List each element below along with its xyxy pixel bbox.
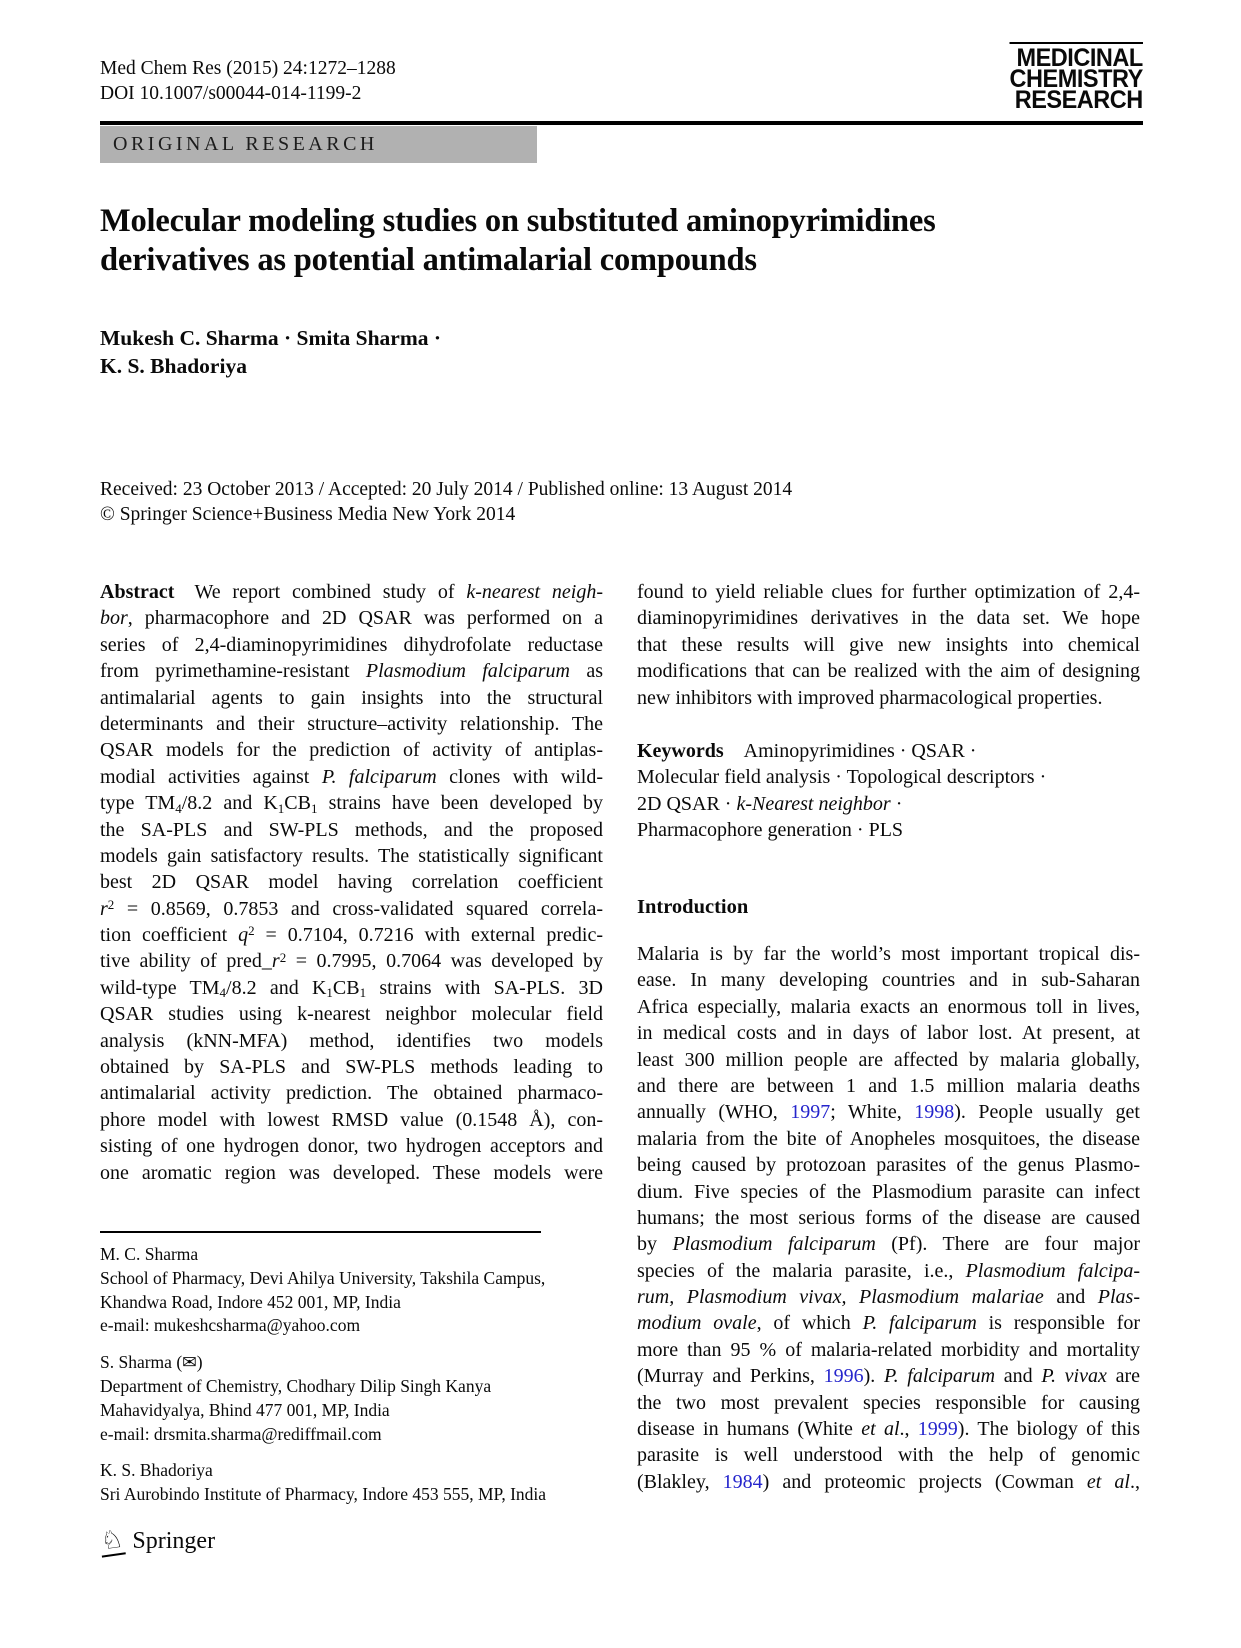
text-segment: phore model with lowest RMSD value (0.1548 Å), con-	[100, 1108, 603, 1131]
text-segment: type TM	[100, 792, 176, 815]
section-heading-introduction: Introduction	[637, 896, 749, 918]
text-segment: diaminopyrimidines derivatives in the data set. We hope	[637, 607, 1140, 630]
text-segment: = 0.8569, 0.7853 and cross-validated squared correla-	[114, 897, 603, 920]
affiliation-line: M. C. Sharma	[100, 1244, 199, 1264]
text-line	[100, 607, 603, 633]
text-segment: malaria from the bite of Anopheles mosquitoes, the disease	[637, 1127, 1140, 1150]
text-segment: that these results will give new insights into chemical	[637, 633, 1140, 656]
author-list	[100, 324, 441, 380]
text-segment: Keywords	[637, 740, 724, 762]
text-segment: ). The biology of this	[957, 1418, 1140, 1441]
text-line	[100, 1056, 603, 1082]
affiliation-block	[100, 1351, 612, 1446]
logo-line-3: RESEARCH	[1014, 86, 1143, 114]
abstract-paragraph	[100, 581, 603, 1188]
text-line	[637, 1392, 1140, 1418]
text-segment: Plasmodium falciparum	[365, 660, 570, 683]
text-segment: r	[100, 897, 108, 920]
text-segment: humans; the most serious forms of the disease are caused	[637, 1206, 1140, 1229]
text-line	[100, 1135, 603, 1161]
text-segment: analysis (kNN-MFA) method, identifies two models	[100, 1029, 603, 1052]
citation-link[interactable]: 1996	[823, 1365, 864, 1388]
article-history	[100, 478, 792, 527]
text-line	[637, 1444, 1140, 1470]
text-segment: sisting of one hydrogen donor, two hydrogen acceptors and	[100, 1135, 603, 1158]
text-line	[637, 1260, 1140, 1286]
text-line	[100, 977, 603, 1003]
text-segment: strains have been developed by	[317, 792, 603, 815]
text-segment: .,	[899, 1418, 918, 1441]
citation-link[interactable]: 1984	[722, 1470, 763, 1493]
text-segment: 4	[219, 985, 227, 1001]
text-segment: ).	[863, 1365, 884, 1388]
text-segment: k-nearest neigh-	[466, 581, 603, 603]
text-segment: ) and proteomic projects (Cowman	[762, 1470, 1087, 1493]
text-segment: bor	[100, 607, 128, 630]
text-segment: 1	[277, 800, 285, 816]
text-line	[637, 1154, 1140, 1180]
text-segment: and	[1043, 1286, 1098, 1309]
text-line	[637, 1365, 1140, 1391]
text-segment: q	[238, 924, 249, 947]
text-segment: Plas-	[1097, 1286, 1140, 1309]
text-line	[637, 1471, 1140, 1497]
text-segment: determinants and their structure–activity relationship. The	[100, 712, 603, 735]
text-segment: Abstract	[100, 581, 175, 603]
text-segment: obtained by SA-PLS and SW-PLS methods leading to	[100, 1056, 603, 1079]
text-line	[637, 634, 1140, 660]
logo-line-1: MEDICINAL	[1016, 44, 1143, 72]
text-segment: 1	[359, 985, 367, 1001]
text-line	[637, 1207, 1140, 1233]
text-line	[100, 871, 603, 897]
text-segment: 2	[279, 950, 287, 965]
journal-logo	[1001, 42, 1143, 113]
text-line	[100, 739, 603, 765]
text-line	[637, 1022, 1140, 1048]
text-segment: r	[271, 950, 280, 973]
text-line	[100, 792, 603, 818]
text-segment: 2D QSAR ·	[637, 792, 737, 815]
affiliation-line: e-mail: drsmita.sharma@rediffmail.com	[100, 1423, 382, 1444]
keywords-block	[637, 740, 1140, 846]
text-line	[637, 1286, 1140, 1312]
text-line	[100, 950, 603, 976]
text-line	[637, 1128, 1140, 1154]
text-segment: in medical costs and in days of labor lost. At present, at	[637, 1022, 1140, 1045]
text-segment: from pyrimethamine-resistant	[100, 660, 366, 683]
logo-line-2: CHEMISTRY	[1009, 65, 1143, 93]
publisher-footer	[99, 1525, 216, 1556]
text-segment: ). People usually get	[954, 1101, 1140, 1124]
text-segment: = 0.7104, 0.7216 with external predic-	[254, 924, 603, 947]
text-line	[637, 1339, 1140, 1365]
affiliation-line: S. Sharma (✉)	[100, 1352, 203, 1373]
text-segment: QSAR models for the prediction of activity of antiplas-	[100, 739, 603, 762]
text-segment: 4	[175, 800, 182, 816]
text-segment: best 2D QSAR model having correlation coefficient	[100, 871, 603, 894]
affiliation-line: School of Pharmacy, Devi Ahilya University, Takshila Campus,	[100, 1267, 546, 1288]
text-segment: the two most prevalent species responsible for causing	[637, 1391, 1140, 1414]
text-segment: (Murray and Perkins,	[637, 1365, 824, 1388]
text-segment: by	[637, 1233, 673, 1256]
text-segment: parasite is well understood with the help of genomic	[637, 1444, 1140, 1467]
text-segment: ease. In many developing countries and in sub-Saharan	[637, 969, 1140, 992]
text-line	[637, 740, 1140, 766]
text-segment: .,	[1129, 1470, 1140, 1493]
text-segment: Malaria is by far the world’s most important tropical dis-	[637, 943, 1140, 965]
affiliation-line: K. S. Bhadoriya	[100, 1460, 213, 1481]
text-segment: is responsible for	[976, 1312, 1140, 1335]
text-line	[637, 687, 1140, 713]
text-segment: , of which	[756, 1312, 863, 1335]
text-line	[637, 1075, 1140, 1101]
text-line	[637, 766, 1140, 792]
text-segment: disease in humans (White	[637, 1418, 862, 1441]
text-line	[637, 996, 1140, 1022]
text-segment: one aromatic region was developed. These models were	[100, 1161, 603, 1184]
text-segment: wild-type TM	[100, 976, 220, 999]
text-segment: Plasmodium falcipa-	[965, 1259, 1140, 1282]
text-segment: , pharmacophore and 2D QSAR was performed on a	[127, 607, 603, 630]
text-segment: /8.2 and K	[226, 976, 327, 999]
authors-line-2: K. S. Bhadoriya	[100, 354, 247, 378]
text-segment: P. vivax	[1041, 1365, 1107, 1388]
text-line	[100, 898, 603, 924]
text-segment: modifications that can be realized with the aim of designing	[637, 660, 1140, 683]
affiliation-line: Department of Chemistry, Chodhary Dilip Singh Kanya	[100, 1375, 492, 1396]
affiliation-line: Khandwa Road, Indore 452 001, MP, India	[100, 1291, 401, 1312]
journal-logo-text	[1009, 42, 1143, 114]
text-line	[637, 607, 1140, 633]
text-line	[100, 581, 603, 607]
text-segment: (Blakley,	[637, 1470, 723, 1493]
text-line	[100, 1109, 603, 1135]
text-segment: QSAR studies using k-nearest neighbor molecular field	[100, 1003, 603, 1026]
text-line	[637, 1181, 1140, 1207]
text-segment: 2	[248, 924, 255, 939]
text-segment: Plasmodium falciparum	[672, 1233, 876, 1256]
text-segment: models gain satisfactory results. The statistically significant	[100, 844, 603, 867]
citation-link[interactable]: 1999	[917, 1418, 958, 1441]
affiliation-line: Sri Aurobindo Institute of Pharmacy, Indore 453 555, MP, India	[100, 1484, 547, 1505]
text-segment: /8.2 and K	[181, 792, 278, 815]
text-line	[100, 819, 603, 845]
text-line	[100, 1003, 603, 1029]
text-segment: = 0.7995, 0.7064 was developed by	[286, 950, 603, 973]
affiliation-line: e-mail: mukeshcsharma@yahoo.com	[100, 1315, 361, 1336]
springer-knight-icon: ♘	[98, 1526, 126, 1557]
text-segment: dium. Five species of the Plasmodium parasite can infect	[637, 1180, 1140, 1203]
text-segment: tive ability of pred_	[100, 950, 272, 973]
text-segment: Aminopyrimidines · QSAR ·	[723, 740, 977, 762]
affiliation-block	[100, 1459, 612, 1507]
text-segment: 1	[310, 800, 318, 816]
text-segment: P. falciparum	[862, 1312, 977, 1335]
introduction-paragraph	[637, 943, 1140, 1497]
article-type-banner: ORIGINAL RESEARCH	[100, 126, 537, 163]
text-segment: modial activities against	[100, 765, 322, 788]
text-segment: We report combined study of	[174, 581, 467, 603]
text-segment: tion coefficient	[100, 924, 239, 947]
text-segment: ·	[890, 792, 903, 815]
text-segment: Pharmacophore generation · PLS	[637, 819, 904, 842]
text-line	[100, 1162, 603, 1188]
text-line	[100, 924, 603, 950]
text-segment: are	[1106, 1365, 1140, 1388]
footnote-rule	[100, 1231, 541, 1233]
received-accepted-line: Received: 23 October 2013 / Accepted: 20 July 2014 / Published online: 13 August 2014	[100, 479, 793, 500]
journal-citation: Med Chem Res (2015) 24:1272–1288	[100, 58, 396, 79]
text-line	[100, 1082, 603, 1108]
text-segment: k-Nearest neighbor	[736, 792, 891, 815]
affiliation-line: Mahavidyalya, Bhind 477 001, MP, India	[100, 1399, 390, 1420]
text-segment: new inhibitors with improved pharmacological properties.	[637, 686, 1103, 709]
text-segment: CB	[332, 976, 360, 999]
title-line-2: derivatives as potential antimalarial compounds	[100, 242, 757, 278]
text-segment: species of the malaria parasite, i.e.,	[637, 1259, 966, 1282]
citation-link[interactable]: 1997	[790, 1101, 831, 1124]
publisher-name: Springer	[132, 1528, 216, 1554]
text-segment: antimalarial activity prediction. The obtained pharmaco-	[100, 1082, 603, 1105]
text-segment: series of 2,4-diaminopyrimidines dihydrofolate reductase	[100, 633, 603, 656]
text-segment: CB	[284, 792, 311, 815]
text-line	[637, 1418, 1140, 1444]
text-line	[637, 819, 1140, 845]
text-segment: et al	[1086, 1470, 1130, 1493]
text-segment: 2	[107, 897, 115, 912]
text-segment: least 300 million people are affected by malaria globally,	[637, 1048, 1140, 1071]
text-segment: (Pf). There are four major	[875, 1233, 1140, 1256]
author-affiliations	[100, 1243, 612, 1520]
text-line	[100, 1030, 603, 1056]
text-line	[100, 660, 603, 686]
text-segment: ; White,	[830, 1101, 915, 1124]
affiliation-block	[100, 1243, 612, 1338]
text-line	[637, 1312, 1140, 1338]
text-segment: clones with wild-	[436, 765, 603, 788]
text-segment: and	[995, 1365, 1042, 1388]
text-line	[637, 1049, 1140, 1075]
journal-reference	[100, 56, 396, 106]
doi-text: DOI 10.1007/s00044-014-1199-2	[100, 83, 362, 104]
text-segment: 1	[326, 985, 333, 1001]
text-line	[637, 1101, 1140, 1127]
citation-link[interactable]: 1998	[914, 1101, 955, 1124]
text-segment: annually (WHO,	[637, 1101, 791, 1124]
text-segment: and there are between 1 and 1.5 million malaria deaths	[637, 1074, 1140, 1097]
text-segment: P. falciparum	[883, 1365, 996, 1388]
text-line	[100, 766, 603, 792]
text-line	[637, 660, 1140, 686]
copyright-line: © Springer Science+Business Media New York 2014	[100, 503, 516, 525]
text-segment: Molecular field analysis · Topological descriptors ·	[637, 766, 1047, 789]
text-segment: et al	[861, 1418, 900, 1441]
text-line	[637, 793, 1140, 819]
text-segment: P. falciparum	[321, 765, 437, 788]
text-line	[100, 634, 603, 660]
text-segment: more than 95 % of malaria-related morbidity and mortality	[637, 1338, 1140, 1361]
text-line	[637, 969, 1140, 995]
text-line	[637, 943, 1140, 969]
text-segment: found to yield reliable clues for further optimization of 2,4-	[637, 581, 1140, 603]
text-segment: as	[570, 660, 603, 683]
text-line	[100, 713, 603, 739]
text-line	[637, 581, 1140, 607]
text-segment: being caused by protozoan parasites of the genus Plasmo-	[637, 1154, 1140, 1177]
article-title	[100, 202, 936, 280]
text-segment: modium ovale	[637, 1312, 757, 1335]
authors-line-1: Mukesh C. Sharma · Smita Sharma ·	[100, 326, 442, 350]
text-segment: the SA-PLS and SW-PLS methods, and the proposed	[100, 818, 603, 841]
text-line	[637, 1233, 1140, 1259]
text-segment: antimalarial agents to gain insights into the structural	[100, 686, 603, 709]
text-line	[100, 845, 603, 871]
abstract-continued	[637, 581, 1140, 713]
text-segment: strains with SA-PLS. 3D	[366, 976, 603, 999]
text-segment: Africa especially, malaria exacts an enormous toll in lives,	[637, 995, 1140, 1018]
title-line-1: Molecular modeling studies on substituted aminopyrimidines	[100, 203, 936, 239]
header-rule	[100, 121, 1143, 125]
text-segment: rum, Plasmodium vivax, Plasmodium malariae	[637, 1286, 1044, 1309]
text-line	[100, 687, 603, 713]
